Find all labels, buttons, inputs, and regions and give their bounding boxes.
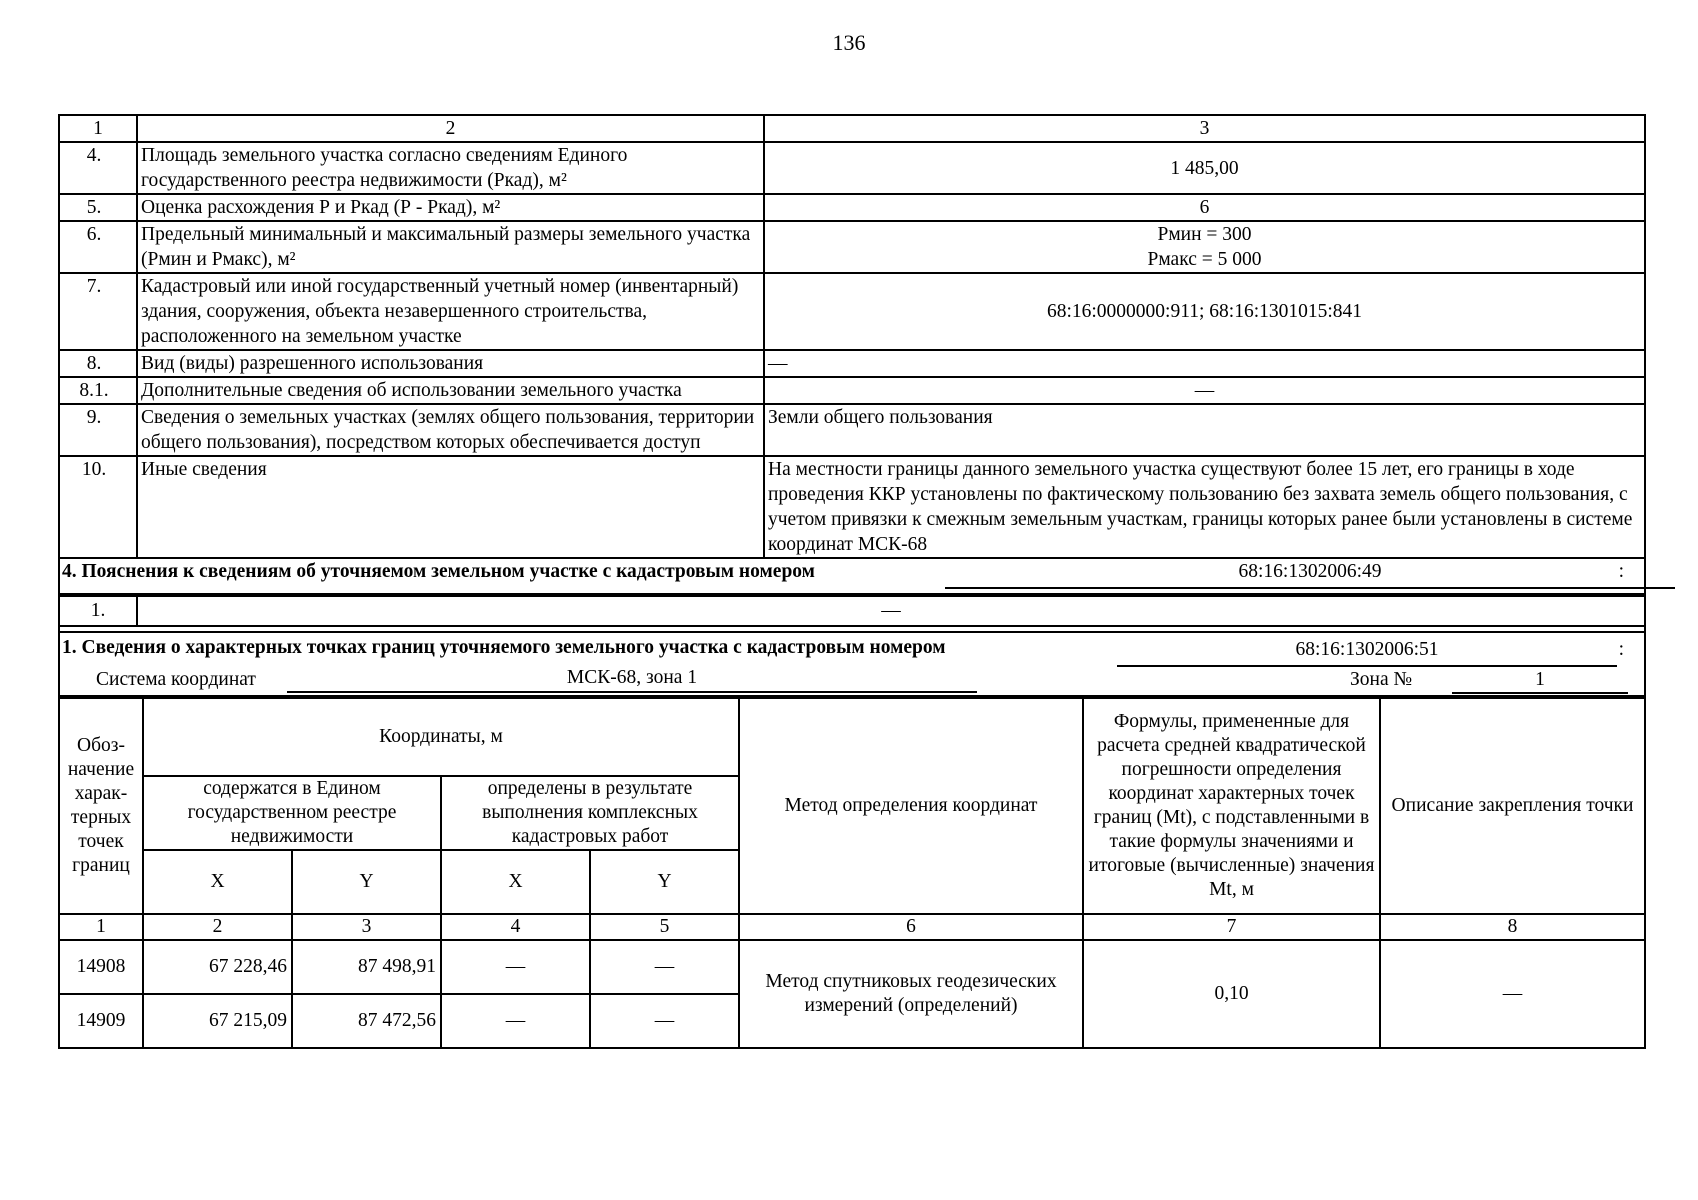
row-label: Оценка расхождения Р и Ркад (Р - Ркад), м² xyxy=(137,194,764,221)
row-number: 10. xyxy=(59,456,137,558)
y-kkr-value: — xyxy=(590,994,739,1048)
column-number-row xyxy=(59,914,1645,940)
x-egrn-value: 67 228,46 xyxy=(143,940,292,994)
row-number: 1. xyxy=(59,596,137,626)
row-access xyxy=(59,404,1645,456)
row-value: Земли общего пользования xyxy=(764,404,1645,456)
point-row xyxy=(59,940,1645,994)
row-label: Вид (виды) разрешенного использования xyxy=(137,350,764,377)
x-kkr-header: X xyxy=(441,850,590,914)
y-kkr-header: Y xyxy=(590,850,739,914)
coordinates-header: Координаты, м xyxy=(143,698,739,776)
y-egrn-value: 87 498,91 xyxy=(292,940,441,994)
y-kkr-value: — xyxy=(590,940,739,994)
row-building-numbers xyxy=(59,273,1645,350)
coord-system-label: Система координат xyxy=(96,669,256,690)
row-label: Дополнительные сведения об использовании земельного участка xyxy=(137,377,764,404)
row-other-info xyxy=(59,456,1645,558)
row-value: — xyxy=(764,350,1645,377)
y-egrn-header: Y xyxy=(292,850,441,914)
x-kkr-value: — xyxy=(441,994,590,1048)
row-number: 6. xyxy=(59,221,137,273)
row-label: Сведения о земельных участках (землях общего пользования, территории общего пользования), посредством которых обеспечивается доступ xyxy=(137,404,764,456)
attributes-header-row xyxy=(59,115,1645,142)
section-1-title: 1. Сведения о характерных точках границ уточняемого земельного участка с кадастровым номером xyxy=(62,637,946,658)
section-4-title: 4. Пояснения к сведениям об уточняемом земельном участке с кадастровым номером xyxy=(62,561,815,582)
underline xyxy=(945,587,1675,589)
row-value: 1 485,00 xyxy=(764,142,1645,194)
mt-value: 0,10 xyxy=(1083,940,1380,1048)
section-1-cadastral-number: 68:16:1302006:51 xyxy=(1295,639,1439,660)
colon: : xyxy=(1618,561,1624,582)
section-1-header xyxy=(58,633,1646,697)
row-number: 4. xyxy=(59,142,137,194)
column-number: 4 xyxy=(441,914,590,940)
colon: : xyxy=(1618,639,1624,660)
method-value: Метод спутниковых геодезических измерений (определений) xyxy=(739,940,1083,1048)
description-header: Описание закрепления точки xyxy=(1380,698,1645,914)
row-size-limits xyxy=(59,221,1645,273)
col-header-3: 3 xyxy=(764,115,1645,142)
underline xyxy=(1452,692,1628,694)
row-value: 68:16:0000000:911; 68:16:1301015:841 xyxy=(764,273,1645,350)
coord-system-value: МСК-68, зона 1 xyxy=(566,667,698,688)
kkr-header: определены в результате выполнения комплексных кадастровых работ xyxy=(441,776,739,850)
row-value: 6 xyxy=(764,194,1645,221)
method-header: Метод определения координат xyxy=(739,698,1083,914)
formulas-header: Формулы, примененные для расчета средней квадратической погрешности определения координат характерных точек границ (Mt), с подставленными в такие формулы значениями и итоговые (вычисленные) значения Mt, м xyxy=(1083,698,1380,914)
description-value: — xyxy=(1380,940,1645,1048)
x-egrn-header: X xyxy=(143,850,292,914)
point-designation: 14908 xyxy=(59,940,143,994)
column-number: 8 xyxy=(1380,914,1645,940)
col-header-2: 2 xyxy=(137,115,764,142)
document-sheet xyxy=(58,114,1646,1049)
row-number: 9. xyxy=(59,404,137,456)
section-4-row xyxy=(59,596,1645,626)
page-number: 136 xyxy=(832,30,866,55)
column-number: 7 xyxy=(1083,914,1380,940)
column-number: 1 xyxy=(59,914,143,940)
x-egrn-value: 67 215,09 xyxy=(143,994,292,1048)
min-size-value: Рмин = 300 xyxy=(1157,224,1252,245)
row-value xyxy=(764,221,1645,273)
row-number: 5. xyxy=(59,194,137,221)
row-area-difference xyxy=(59,194,1645,221)
x-kkr-value: — xyxy=(441,940,590,994)
underline xyxy=(1117,665,1617,667)
section-4-header xyxy=(58,559,1646,595)
row-number: 8.1. xyxy=(59,377,137,404)
egrn-header: содержатся в Едином государственном реестре недвижимости xyxy=(143,776,441,850)
column-number: 6 xyxy=(739,914,1083,940)
row-number: 8. xyxy=(59,350,137,377)
row-value: На местности границы данного земельного участка существуют более 15 лет, его границы в ходе проведения ККР установлены по фактическому пользованию без захвата земель общего пользования, с учетом привязки к смежным земельным участкам, границы которых ранее были установлены в системе координат МСК-68 xyxy=(764,456,1645,558)
column-number: 3 xyxy=(292,914,441,940)
designation-header: Обоз-начение харак-терных точек границ xyxy=(59,698,143,914)
row-number: 7. xyxy=(59,273,137,350)
col-header-1: 1 xyxy=(59,115,137,142)
row-label: Предельный минимальный и максимальный размеры земельного участка (Рмин и Рмакс), м² xyxy=(137,221,764,273)
column-number: 2 xyxy=(143,914,292,940)
row-area xyxy=(59,142,1645,194)
row-value: — xyxy=(137,596,1645,626)
max-size-value: Рмакс = 5 000 xyxy=(1147,249,1262,270)
section-4-table xyxy=(58,595,1646,627)
zone-label: Зона № xyxy=(1350,669,1413,690)
y-egrn-value: 87 472,56 xyxy=(292,994,441,1048)
row-label: Кадастровый или иной государственный учетный номер (инвентарный) здания, сооружения, объекта незавершенного строительства, расположенного на земельном участке xyxy=(137,273,764,350)
row-value: — xyxy=(764,377,1645,404)
points-header-row-1 xyxy=(59,698,1645,776)
row-label: Площадь земельного участка согласно сведениям Единого государственного реестра недвижимости (Ркад), м² xyxy=(137,142,764,194)
attributes-table xyxy=(58,114,1646,559)
row-permitted-use xyxy=(59,350,1645,377)
row-label: Иные сведения xyxy=(137,456,764,558)
row-additional-use xyxy=(59,377,1645,404)
point-designation: 14909 xyxy=(59,994,143,1048)
column-number: 5 xyxy=(590,914,739,940)
section-4-cadastral-number: 68:16:1302006:49 xyxy=(1238,561,1382,582)
points-table xyxy=(58,697,1646,1049)
underline xyxy=(287,691,977,693)
zone-value: 1 xyxy=(1535,669,1545,690)
